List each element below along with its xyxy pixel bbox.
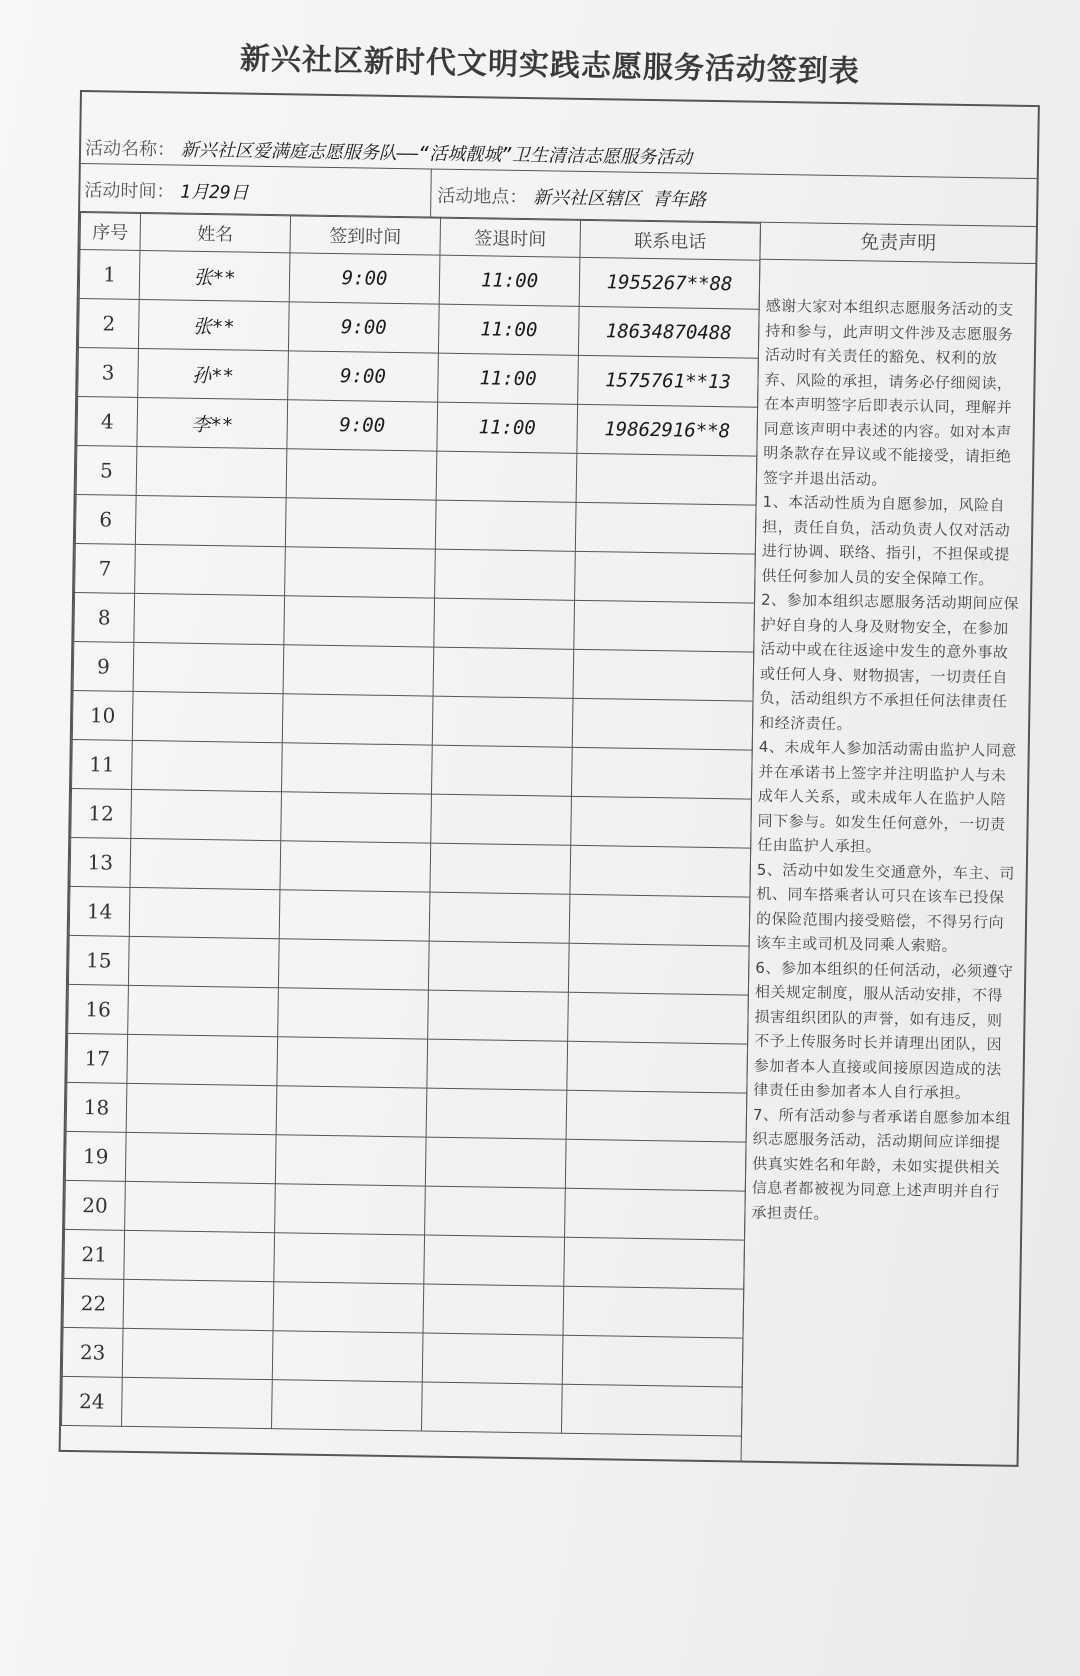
phone-cell <box>563 1286 744 1338</box>
checkout-cell <box>427 1039 568 1090</box>
checkout-cell <box>425 1186 566 1237</box>
row-number: 15 <box>68 935 129 985</box>
phone-cell <box>568 992 749 1044</box>
name-cell <box>122 1377 273 1428</box>
name-cell <box>136 446 287 497</box>
checkin-cell <box>273 1282 424 1333</box>
checkout-cell: 11:00 <box>439 255 580 306</box>
row-number: 10 <box>72 690 133 740</box>
checkin-cell <box>272 1331 423 1382</box>
checkout-cell <box>426 1088 567 1139</box>
row-number: 11 <box>72 739 133 789</box>
row-number: 18 <box>66 1082 127 1132</box>
checkout-cell <box>429 892 570 943</box>
checkout-cell: 11:00 <box>438 304 579 355</box>
checkin-cell <box>276 1086 427 1137</box>
name-cell <box>135 495 286 546</box>
phone-cell <box>565 1188 746 1240</box>
checkin-cell <box>281 792 432 843</box>
checkin-cell <box>271 1380 422 1431</box>
checkout-cell <box>425 1137 566 1188</box>
checkin-cell: 9:00 <box>288 351 439 402</box>
disclaimer-panel <box>741 223 1036 1465</box>
checkout-cell <box>424 1235 565 1286</box>
phone-cell <box>569 894 750 946</box>
checkin-cell <box>280 841 431 892</box>
checkout-cell <box>436 451 577 502</box>
checkout-cell <box>431 745 572 796</box>
name-cell: 孙** <box>138 348 289 399</box>
name-cell <box>128 985 279 1036</box>
checkout-cell: 11:00 <box>438 353 579 404</box>
activity-place-label: 活动地点： <box>437 185 528 209</box>
disclaimer-body: 感谢大家对本组织志愿服务活动的支持和参与，此声明文件涉及志愿服务活动时有关责任的豁免、权利的放弃、风险的承担，请务必仔细阅读，在本声明签字后即表示认同，理解并同意该声明中表述的内容。如对本声明条款存在异议或不能接受，请拒绝签字并退出活动。 1、本活动性质为自愿参加，风险自担，责任自负，活动负责人仅对活动进行协调、联络、指引，不担保或提供任何参加人员的安全保障工作。 2、参加本组织志愿服务活动期间应保护好自身的人身及财物安全，在参加活动中或在往返途中发生的意外事故或任何人身、财物损害，一切责任自负，活动组织方不承担任何法律责任和经济责任。 4、未成年人参加活动需由监护人同意并在承诺书上签字并注明监护人与未成年人关系，或未成年人在监护人陪同下参与。如发生任何意外，一切责任由监护人承担。 5、活动中如发生交通意外，车主、司机、同车搭乘者认可只在该车已投保的保险范围内接受赔偿，不得另行向该车主或司机及同乘人索赔。 6、参加本组织的任何活动，必须遵守相关规定制度，服从活动安排，不得损害组织团队的声誉，如有违反，则不予上传服务时长并请理出团队，因参加者本人直接或间接原因造成的法律责任由参加者本人自行承担。 7、所有活动参与者承诺自愿参加本组织志愿服务活动，活动期间应详细提供真实姓名和年龄，未如实提供相关信息者都被视为同意上述声明并自行承担责任。 <box>751 296 1020 1223</box>
checkin-cell <box>279 890 430 941</box>
activity-place-value: 新兴社区辖区 青年路 <box>532 187 707 211</box>
name-cell: 李** <box>137 397 288 448</box>
phone-cell <box>568 943 749 995</box>
checkout-cell <box>431 794 572 845</box>
checkin-cell <box>286 449 437 500</box>
checkout-cell <box>428 941 569 992</box>
header-checkout: 签退时间 <box>440 218 581 257</box>
name-cell: 张** <box>139 250 290 301</box>
table-row <box>62 1376 743 1436</box>
phone-cell: 19862916**8 <box>577 404 758 456</box>
row-number: 5 <box>76 445 137 495</box>
disclaimer-heading: 免责声明 <box>760 223 1036 264</box>
activity-name-label: 活动名称： <box>84 138 176 161</box>
checkin-cell <box>278 988 429 1039</box>
row-number: 23 <box>62 1327 123 1377</box>
name-cell <box>134 593 285 644</box>
row-number: 24 <box>62 1376 123 1426</box>
name-cell <box>126 1083 277 1134</box>
checkout-cell: 11:00 <box>437 402 578 453</box>
phone-cell: 1575761**13 <box>578 355 759 407</box>
checkin-cell <box>283 645 434 696</box>
checkout-cell <box>435 500 576 551</box>
row-number: 1 <box>79 250 140 300</box>
row-number: 13 <box>70 837 131 887</box>
name-cell <box>130 838 281 889</box>
document-title: 新兴社区新时代文明实践志愿服务活动签到表 <box>239 41 861 90</box>
checkout-cell <box>423 1284 564 1335</box>
phone-cell <box>575 502 756 554</box>
row-number: 3 <box>78 348 139 398</box>
row-number: 14 <box>69 886 130 936</box>
checkin-cell <box>275 1184 426 1235</box>
phone-cell <box>561 1384 742 1436</box>
phone-cell <box>571 747 752 799</box>
name-cell <box>129 887 280 938</box>
checkin-cell: 9:00 <box>288 302 439 353</box>
row-number: 7 <box>75 543 136 593</box>
checkin-cell <box>278 939 429 990</box>
row-number: 8 <box>74 592 135 642</box>
name-cell <box>127 1034 278 1085</box>
phone-cell <box>566 1090 747 1142</box>
checkin-cell <box>285 547 436 598</box>
row-number: 16 <box>68 984 129 1034</box>
signin-form <box>59 90 1040 1467</box>
name-cell <box>131 789 282 840</box>
phone-cell <box>565 1139 746 1191</box>
phone-cell <box>564 1237 745 1289</box>
phone-cell <box>572 698 753 750</box>
activity-time-value: 1月29日 <box>179 181 249 204</box>
name-cell <box>135 544 286 595</box>
row-number: 19 <box>65 1131 126 1181</box>
phone-cell <box>570 845 751 897</box>
phone-cell <box>562 1335 743 1387</box>
name-cell: 张** <box>138 299 289 350</box>
phone-cell <box>573 649 754 701</box>
checkin-cell <box>275 1135 426 1186</box>
phone-cell <box>575 551 756 603</box>
checkout-cell <box>421 1382 562 1433</box>
phone-cell <box>574 600 755 652</box>
phone-cell <box>576 453 757 505</box>
phone-cell: 18634870488 <box>578 306 759 358</box>
name-cell <box>132 740 283 791</box>
checkout-cell <box>428 990 569 1041</box>
checkout-cell <box>434 598 575 649</box>
header-no: 序号 <box>80 213 141 251</box>
signin-table <box>61 212 761 1437</box>
header-name: 姓名 <box>140 213 291 252</box>
name-cell <box>125 1132 276 1183</box>
name-cell <box>133 642 284 693</box>
checkout-cell <box>430 843 571 894</box>
checkout-cell <box>435 549 576 600</box>
row-number: 9 <box>73 641 134 691</box>
row-number: 4 <box>77 397 138 447</box>
checkin-cell: 9:00 <box>289 253 440 304</box>
name-cell <box>132 691 283 742</box>
name-cell <box>122 1328 273 1379</box>
row-number: 20 <box>65 1180 126 1230</box>
checkout-cell <box>433 647 574 698</box>
checkin-cell <box>284 596 435 647</box>
checkin-cell: 9:00 <box>287 400 438 451</box>
phone-cell <box>571 796 752 848</box>
name-cell <box>128 936 279 987</box>
checkin-cell <box>277 1037 428 1088</box>
row-number: 6 <box>75 494 136 544</box>
checkin-cell <box>282 743 433 794</box>
header-phone: 联系电话 <box>580 220 761 260</box>
name-cell <box>125 1181 276 1232</box>
checkout-cell <box>432 696 573 747</box>
activity-time-label: 活动时间： <box>84 180 175 203</box>
row-number: 17 <box>67 1033 128 1083</box>
phone-cell: 1955267**88 <box>579 257 760 309</box>
checkin-cell <box>274 1233 425 1284</box>
checkin-cell <box>282 694 433 745</box>
phone-cell <box>567 1041 748 1093</box>
row-number: 12 <box>71 788 132 838</box>
row-number: 22 <box>63 1278 124 1328</box>
checkin-cell <box>285 498 436 549</box>
header-checkin: 签到时间 <box>290 216 441 255</box>
row-number: 2 <box>78 299 139 349</box>
row-number: 21 <box>64 1229 125 1279</box>
checkout-cell <box>422 1333 563 1384</box>
name-cell <box>124 1230 275 1281</box>
activity-name-value: 新兴社区爱满庭志愿服务队——“活城靓城”卫生清洁志愿服务活动 <box>180 139 693 169</box>
name-cell <box>123 1279 274 1330</box>
